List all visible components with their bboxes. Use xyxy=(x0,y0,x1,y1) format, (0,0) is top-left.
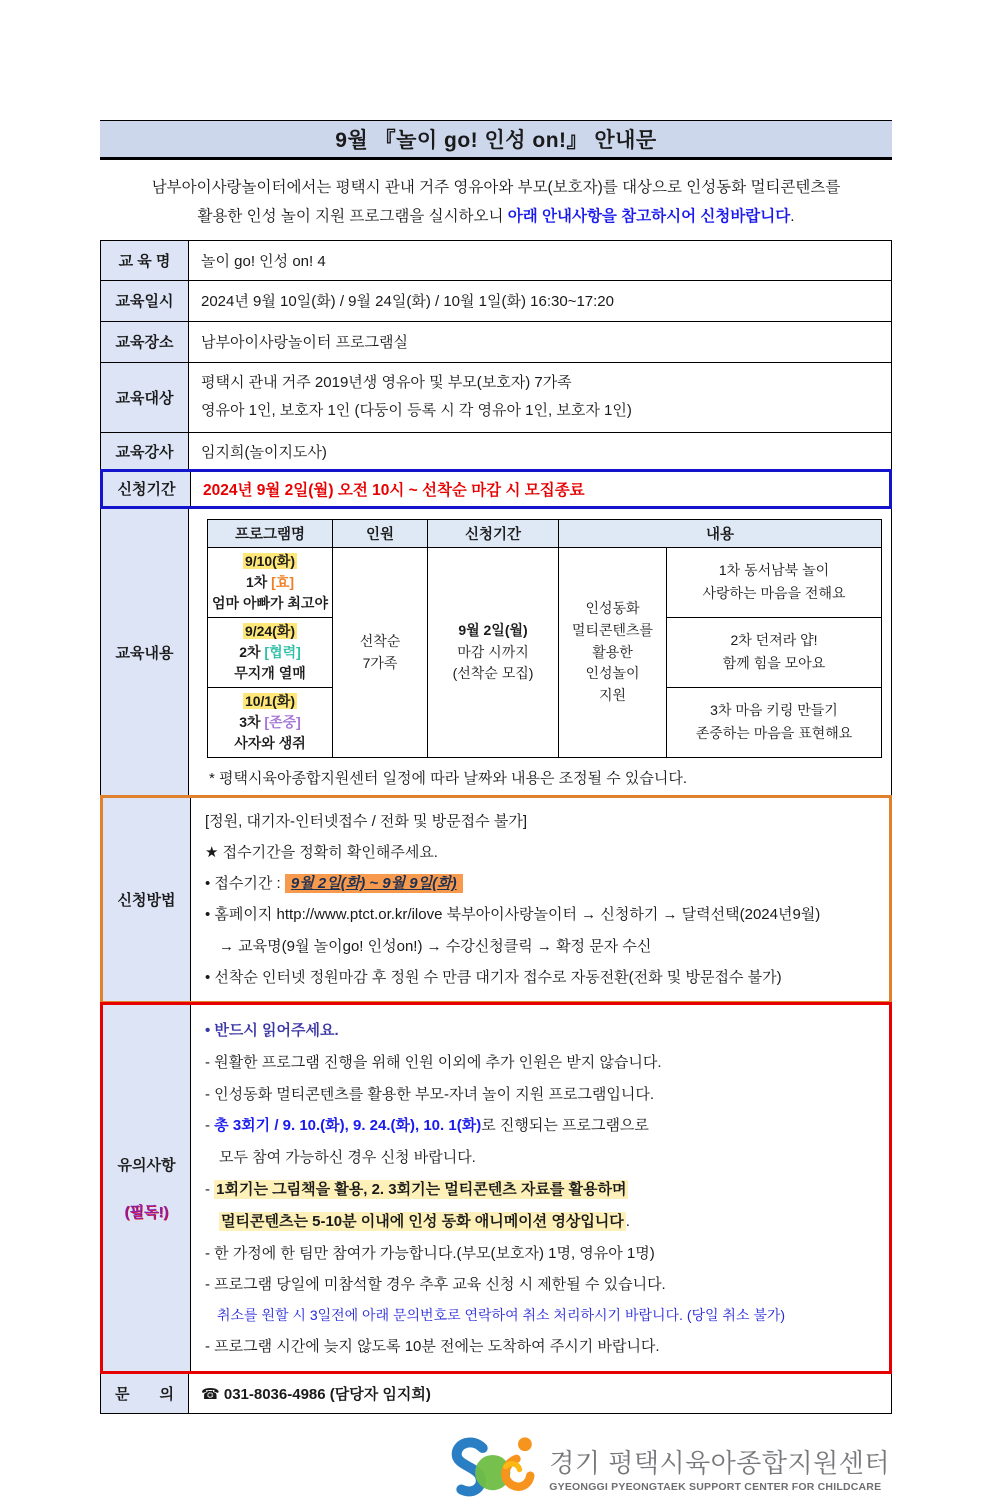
col-header-content: 내용 xyxy=(559,519,882,547)
program-tag-1: [효] xyxy=(271,573,295,590)
row-label: 교육내용 xyxy=(101,509,189,796)
notes-heading: • 반드시 읽어주세요. xyxy=(205,1022,339,1039)
program-session-3: 3차 xyxy=(239,713,261,730)
material-highlight-2: 멀티콘텐츠는 5-10분 이내에 인성 동화 애니메이션 영상입니다 xyxy=(221,1212,624,1230)
page-title: 9월 『놀이 go! 인성 on!』 안내문 xyxy=(100,120,892,160)
row-label: 교 육 명 xyxy=(101,241,189,280)
table-row-notes xyxy=(100,1002,892,1374)
application-period-value: 2024년 9월 2일(월) 오전 10시 ~ 선착순 마감 시 모집종료 xyxy=(203,481,585,499)
note-line-sessions-cont: 모두 참여 가능하신 경우 신청 바랍니다. xyxy=(219,1149,476,1167)
intro-paragraph xyxy=(100,173,892,232)
col-header-program: 프로그램명 xyxy=(208,519,333,547)
announcement-document xyxy=(100,120,892,1506)
table-row-contact: 문 의 ☎ 031-8036-4986 (담당자 임지희) xyxy=(100,1373,892,1414)
note-line-cancel: 취소를 원할 시 3일전에 아래 문의번호로 연락하여 취소 처리하시기 바랍니다. (당일 취소 불가) xyxy=(217,1307,786,1324)
method-line-4: • 홈페이지 http://www.ptct.or.kr/ilove 북부아이사랑놀이터 → 신청하기 → 달력선택(2024년9월) xyxy=(205,906,821,924)
contact-phone: ☎ 031-8036-4986 (담당자 임지희) xyxy=(201,1385,431,1403)
course-location-value: 남부아이사랑놀이터 프로그램실 xyxy=(201,334,409,352)
organization-logo-icon xyxy=(449,1430,541,1506)
content-detail-cell-1: 1차 동서남북 놀이 사랑하는 마음을 전해요 xyxy=(667,547,882,617)
program-title-3: 사자와 생쥐 xyxy=(234,734,306,751)
row-label: 신청방법 xyxy=(103,798,191,1001)
note-line-material: - 1회기는 그림책을 활용, 2. 3회기는 멀티콘텐츠 자료를 활용하며 xyxy=(205,1180,627,1198)
curriculum-note: * 평택시육아종합지원센터 일정에 따라 날짜와 내용은 조정될 수 있습니다. xyxy=(209,769,688,787)
row-label: 교육장소 xyxy=(101,322,189,362)
program-title-1: 엄마 아빠가 최고야 xyxy=(212,594,328,611)
table-row-curriculum xyxy=(100,508,892,797)
note-line-program: - 인성동화 멀티콘텐츠를 활용한 부모-자녀 놀이 지원 프로그램입니다. xyxy=(205,1085,655,1103)
row-label: 교육강사 xyxy=(101,433,189,470)
table-row-course-location xyxy=(100,321,892,363)
program-date-3: 10/1(화) xyxy=(244,692,296,709)
sessions-highlight: 총 3회기 / 9. 10.(화), 9. 24.(화), 10. 1(화) xyxy=(214,1117,482,1135)
must-read-label: (필독!) xyxy=(124,1203,169,1221)
program-title-2: 무지개 열매 xyxy=(234,664,306,681)
row-label: 교육일시 xyxy=(101,281,189,321)
intro-line-1: 남부아이사랑놀이터에서는 평택시 관내 거주 영유아와 부모(보호자)를 대상으로 인성동화 멀티콘텐츠를 xyxy=(151,179,841,196)
row-label: 신청기간 xyxy=(103,472,191,506)
material-highlight-1: 1회기는 그림책을 활용, 2. 3회기는 멀티콘텐츠 자료를 활용하며 xyxy=(216,1180,627,1198)
footer xyxy=(100,1430,892,1506)
info-table xyxy=(100,240,892,1414)
course-name-value: 놀이 go! 인성 on! 4 xyxy=(201,252,326,270)
col-header-capacity: 인원 xyxy=(333,519,428,547)
organization-name-english: GYEONGGI PYEONGTAEK SUPPORT CENTER FOR CHILDCARE xyxy=(549,1480,882,1493)
course-dates-value: 2024년 9월 10일(화) / 9월 24일(화) / 10월 1일(화) 16:30~17:20 xyxy=(201,293,614,311)
intro-line-2: 활용한 인성 놀이 지원 프로그램을 실시하오니 아래 안내사항을 참고하시어 신청바랍니다. xyxy=(197,208,795,226)
table-row-course-target xyxy=(100,362,892,433)
period-cell: 9월 2일(월) 마감 시까지 (선착순 모집) xyxy=(428,547,559,757)
program-cell-1 xyxy=(208,547,333,617)
program-session-1: 1차 xyxy=(245,573,268,590)
method-line-1: [정원, 대기자-인터넷접수 / 전화 및 방문접수 불가] xyxy=(205,812,527,830)
curriculum-table xyxy=(207,519,882,758)
curriculum-row-1 xyxy=(208,547,882,617)
note-line-absent: - 프로그램 당일에 미참석할 경우 추후 교육 신청 시 제한될 수 있습니다. xyxy=(205,1276,666,1294)
table-row-application-method xyxy=(100,795,892,1004)
row-label: 교육대상 xyxy=(101,363,189,432)
program-date-1: 9/10(화) xyxy=(244,552,296,569)
program-date-2: 9/24(화) xyxy=(244,622,296,639)
notes-label: 유의사항 xyxy=(117,1156,176,1174)
course-target-line-1: 평택시 관내 거주 2019년생 영유아 및 부모(보호자) 7가족 xyxy=(201,373,572,391)
curriculum-header-row xyxy=(208,519,882,547)
table-row-course-name xyxy=(100,240,892,281)
organization-name-korean: 경기 평택시육아종합지원센터 xyxy=(549,1447,890,1478)
table-row-course-dates xyxy=(100,280,892,322)
program-tag-2: [협력] xyxy=(264,643,301,660)
method-line-3: • 접수기간 : 9월 2일(화) ~ 9월 9일(화) xyxy=(205,868,881,899)
note-line-sessions: - 총 3회기 / 9. 10.(화), 9. 24.(화), 10. 1(화)로 진행되는 프로그램으로 xyxy=(205,1117,649,1135)
program-session-2: 2차 xyxy=(239,643,261,660)
course-target-line-2: 영유아 1인, 보호자 1인 (다둥이 등록 시 각 영유아 1인, 보호자 1인) xyxy=(201,402,632,420)
col-header-period: 신청기간 xyxy=(428,519,559,547)
program-cell-2 xyxy=(208,617,333,687)
table-row-course-instructor xyxy=(100,432,892,471)
intro-highlight-text: 아래 안내사항을 참고하시어 신청바랍니다 xyxy=(507,208,791,226)
registration-period-highlight: 9월 2일(화) ~ 9월 9일(화) xyxy=(285,874,463,893)
note-line-family: - 한 가정에 한 팀만 참여가 가능합니다.(부모(보호자) 1명, 영유아 1명) xyxy=(205,1244,655,1262)
course-instructor-value: 임지희(놀이지도사) xyxy=(201,443,327,461)
content-detail-cell-2: 2차 던져라 얍! 함께 힘을 모아요 xyxy=(667,617,882,687)
method-line-6: • 선착순 인터넷 정원마감 후 정원 수 만큼 대기자 접수로 자동전환(전화 및 방문접수 불가) xyxy=(205,968,782,986)
note-line-arrive: - 프로그램 시간에 늦지 않도록 10분 전에는 도착하여 주시기 바랍니다. xyxy=(205,1337,660,1355)
capacity-cell: 선착순 7가족 xyxy=(333,547,428,757)
content-detail-cell-3: 3차 마음 키링 만들기 존중하는 마음을 표현해요 xyxy=(667,687,882,757)
program-cell-3 xyxy=(208,687,333,757)
content-summary-cell: 인성동화 멀티콘텐츠를 활용한 인성놀이 지원 xyxy=(559,547,667,757)
program-tag-3: [존중] xyxy=(264,713,301,730)
table-row-application-period xyxy=(100,469,892,509)
note-line-capacity: - 원활한 프로그램 진행을 위해 인원 이외에 추가 인원은 받지 않습니다. xyxy=(205,1053,662,1071)
method-line-2: ★ 접수기간을 정확히 확인해주세요. xyxy=(205,844,438,862)
note-line-material-cont: 멀티콘텐츠는 5-10분 이내에 인성 동화 애니메이션 영상입니다 . xyxy=(221,1212,630,1230)
method-line-5: → 교육명(9월 놀이go! 인성on!) → 수강신청클릭 → 확정 문자 수신 xyxy=(219,937,652,955)
